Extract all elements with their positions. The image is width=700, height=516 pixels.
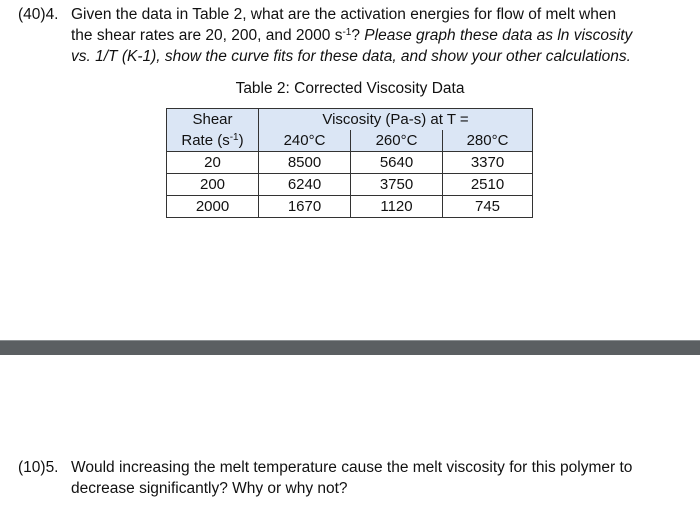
table-row <box>167 174 533 196</box>
table-row <box>167 196 533 218</box>
question-5 <box>18 457 690 499</box>
page-divider <box>0 340 700 355</box>
shear-rate-cell: 200 <box>167 174 259 196</box>
viscosity-cell: 5640 <box>351 152 443 174</box>
temp-header-280: 280°C <box>443 130 533 152</box>
viscosity-cell: 2510 <box>443 174 533 196</box>
shear-header: Shear <box>167 109 259 131</box>
question-4-number: (40)4. <box>18 6 59 23</box>
viscosity-cell: 3370 <box>443 152 533 174</box>
question-4 <box>18 4 690 67</box>
viscosity-cell: 1670 <box>259 196 351 218</box>
viscosity-table <box>166 108 533 218</box>
question-5-line-2: decrease significantly? Why or why not? <box>71 480 348 497</box>
viscosity-cell: 3750 <box>351 174 443 196</box>
viscosity-cell: 1120 <box>351 196 443 218</box>
viscosity-cell: 745 <box>443 196 533 218</box>
question-4-graph-instruction: Please graph these data as ln viscosity <box>364 27 633 44</box>
question-4-line-1: Given the data in Table 2, what are the activation energies for flow of melt when <box>71 6 617 23</box>
viscosity-cell: 6240 <box>259 174 351 196</box>
temp-header-260: 260°C <box>351 130 443 152</box>
temp-header-240: 240°C <box>259 130 351 152</box>
shear-rate-cell: 2000 <box>167 196 259 218</box>
table-row <box>167 152 533 174</box>
question-5-line-1: Would increasing the melt temperature cause the melt viscosity for this polymer to <box>71 459 633 476</box>
shear-rate-header: Rate $(s^{-1})$ <box>167 130 259 152</box>
question-4-line-3: vs. 1/T (K-1), show the curve fits for these data, and show your other calculations. <box>71 48 631 65</box>
question-4-line-2: the shear rates are 20, 200, and 2000 $s^{-1}$? Please graph these data as ln viscosity <box>71 27 633 44</box>
viscosity-header: Viscosity (Pa-s) at T = <box>259 109 533 131</box>
question-5-number: (10)5. <box>18 459 59 476</box>
shear-rate-cell: 20 <box>167 152 259 174</box>
viscosity-cell: 8500 <box>259 152 351 174</box>
table-title: Table 2: Corrected Viscosity Data <box>235 80 465 97</box>
